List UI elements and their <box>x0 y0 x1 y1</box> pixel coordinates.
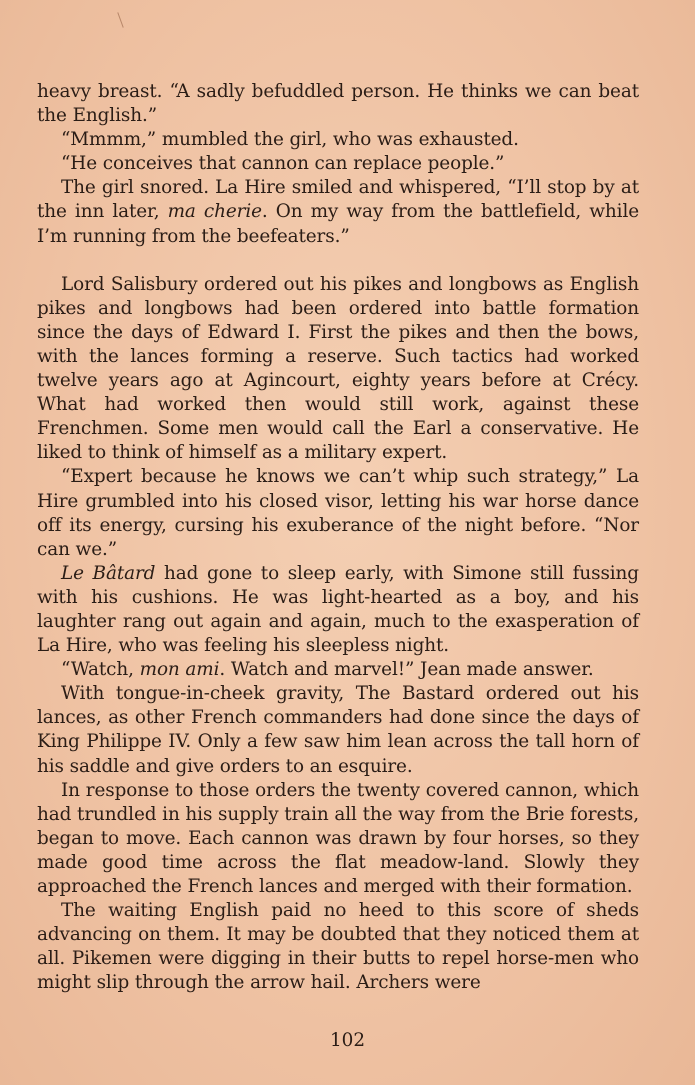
paragraph <box>37 658 639 682</box>
paragraph <box>37 682 639 778</box>
paragraph <box>37 899 639 995</box>
italic-text-run: Le Bâtard <box>61 562 156 584</box>
paper-mark <box>117 12 123 27</box>
paragraph <box>37 128 639 152</box>
page-body <box>37 80 639 995</box>
italic-text-run: mon ami <box>139 659 220 681</box>
text-run: had gone to sleep early, with Simone still fussing with his cushions. He was light-hearted as a boy, and his laughter rang out again and again, much to the exasperation of La Hire, who was feeling his sleepless night. <box>37 562 639 657</box>
text-section-top <box>37 80 639 249</box>
text-run: The girl snored. La Hire smiled and whispered, “I’ll stop by at the inn later, <box>37 177 639 223</box>
paragraph <box>37 152 639 176</box>
text-run: . On my way from the battlefield, while I’m running from the beefeaters.” <box>37 201 640 247</box>
text-run: . Watch and marvel!” Jean made answer. <box>219 659 594 681</box>
section-break <box>37 249 639 273</box>
paragraph <box>37 273 639 466</box>
text-run: “Watch, <box>61 659 140 681</box>
text-run: “He conceives that cannon can replace people.” <box>61 153 505 175</box>
paragraph <box>37 176 639 248</box>
text-run: In response to those orders the twenty covered cannon, which had trundled in his supply train all the way from the Brie forests, began to move. Each cannon was drawn by four horses, so they made good time across the flat meadow-land. Slowly they approached the French lances and merged with their formation. <box>37 779 639 897</box>
text-run: With tongue-in-cheek gravity, The Bastard ordered out his lances, as other French commanders had done since the days of King Philippe IV. Only a few saw him lean across the tall horn of his saddle and give orders to an esquire. <box>37 683 639 777</box>
italic-text-run: ma cherie <box>167 201 262 223</box>
text-run: Lord Salisbury ordered out his pikes and longbows as English pikes and longbows had been ordered into battle formation since the days of Edward I. First the pikes and then the bows, with the lances forming a reserve. Such tactics had worked twelve years ago at Agincourt, eighty years before at Crécy. What had worked then would still work, against these Frenchmen. Some men would call the Earl a conservative. He liked to think of himself as a military expert. <box>37 273 639 464</box>
page-number: 102 <box>329 1030 366 1051</box>
text-run: The waiting English paid no heed to this score of sheds advancing on them. It may be doubted that they noticed them at all. Pikemen were digging in their butts to repel horse-men who might slip through the arrow hail. Archers were <box>37 900 639 994</box>
text-section-bottom <box>37 273 639 996</box>
paragraph <box>37 80 639 128</box>
text-run: “Expert because he knows we can’t whip such strategy,” La Hire grumbled into his closed visor, letting his war horse dance off its energy, cursing his exuberance of the night before. “Nor can we.” <box>37 466 639 560</box>
paragraph <box>37 465 639 561</box>
text-run: heavy breast. “A sadly befuddled person. He thinks we can beat the English.” <box>37 81 639 127</box>
paragraph <box>37 779 639 899</box>
paragraph <box>37 562 639 658</box>
text-run: “Mmmm,” mumbled the girl, who was exhausted. <box>61 129 519 151</box>
